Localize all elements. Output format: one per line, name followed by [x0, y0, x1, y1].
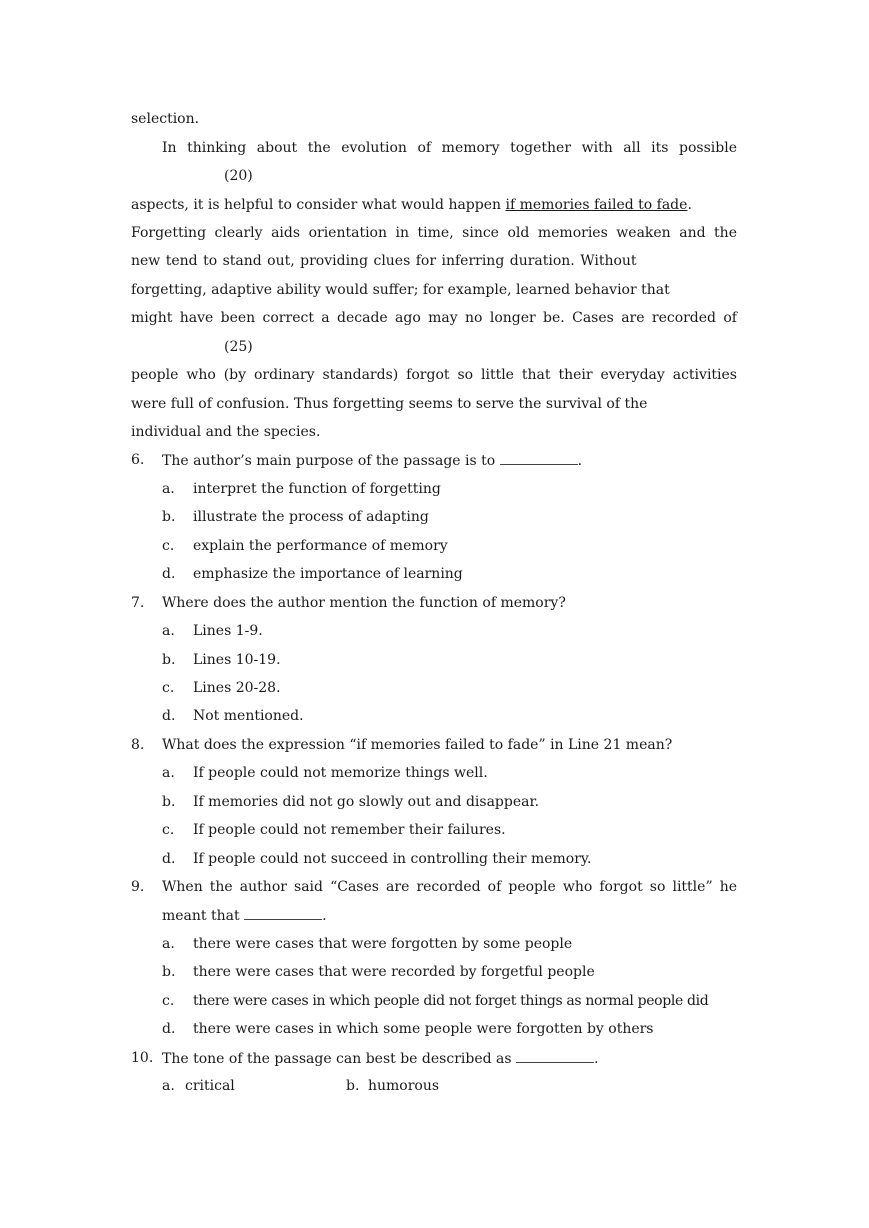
option-text: Not mentioned. — [193, 708, 304, 724]
question-text: . — [594, 1051, 599, 1067]
option-text: there were cases in which some people were forgotten by others — [193, 1021, 654, 1037]
passage-line: forgetting, adaptive ability would suffer; for example, learned behavior that — [131, 282, 670, 298]
question-text: . — [322, 908, 327, 924]
option-letter: d. — [162, 708, 176, 724]
question-number: 9. — [131, 879, 145, 895]
option-letter: d. — [162, 1021, 176, 1037]
option-letter: b. — [162, 964, 176, 980]
option-text: If people could not remember their failures. — [193, 822, 506, 838]
option-letter: b. — [346, 1078, 360, 1094]
passage-line: people who (by ordinary standards) forgot so little that their everyday activities — [131, 367, 737, 383]
option-letter: a. — [162, 623, 175, 639]
option-text: If people could not succeed in controlling their memory. — [193, 851, 592, 867]
passage-text: aspects, it is helpful to consider what would happen — [131, 197, 506, 213]
option-text: Lines 1-9. — [193, 623, 263, 639]
passage-line: were full of confusion. Thus forgetting seems to serve the survival of the — [131, 396, 648, 412]
option-text: emphasize the importance of learning — [193, 566, 463, 582]
underlined-phrase: if memories failed to fade — [505, 197, 688, 213]
passage-line: might have been correct a decade ago may no longer be. Cases are recorded of — [131, 310, 737, 326]
option-letter: a. — [162, 481, 175, 497]
question-number: 7. — [131, 595, 145, 611]
option-letter: b. — [162, 509, 176, 525]
question-number: 8. — [131, 737, 145, 753]
option-letter: c. — [162, 538, 175, 554]
option-text: explain the performance of memory — [193, 538, 448, 554]
option-letter: a. — [162, 936, 175, 952]
option-text: there were cases in which people did not forget things as normal people did — [193, 993, 709, 1009]
question-stem — [162, 905, 327, 925]
question-stem: When the author said “Cases are recorded of people who forgot so little” he — [162, 879, 737, 895]
option-letter: a. — [162, 765, 175, 781]
option-text: critical — [185, 1078, 235, 1094]
answer-blank[interactable] — [500, 450, 578, 465]
question-text: meant that — [162, 908, 240, 924]
option-text: Lines 20-28. — [193, 680, 281, 696]
passage-line: In thinking about the evolution of memory together with all its possible — [162, 140, 737, 156]
passage-line: Forgetting clearly aids orientation in time, since old memories weaken and the — [131, 225, 737, 241]
option-letter: b. — [162, 794, 176, 810]
option-text: If people could not memorize things well. — [193, 765, 488, 781]
option-text: If memories did not go slowly out and disappear. — [193, 794, 540, 810]
option-text: Lines 10-19. — [193, 652, 281, 668]
question-text: The author’s main purpose of the passage is to — [162, 453, 496, 469]
question-stem — [162, 450, 582, 470]
option-text: illustrate the process of adapting — [193, 509, 429, 525]
answer-blank[interactable] — [516, 1048, 594, 1063]
option-letter: a. — [162, 1078, 175, 1094]
passage-line: new tend to stand out, providing clues for inferring duration. Without — [131, 253, 637, 269]
passage-line: selection. — [131, 111, 200, 127]
line-number: (25) — [224, 339, 253, 355]
answer-blank[interactable] — [244, 905, 322, 920]
question-stem — [162, 1048, 598, 1068]
option-text: there were cases that were recorded by forgetful people — [193, 964, 595, 980]
option-letter: d. — [162, 566, 176, 582]
passage-text: . — [687, 197, 692, 213]
option-letter: c. — [162, 680, 175, 696]
question-text: . — [577, 453, 583, 469]
option-text: humorous — [368, 1078, 440, 1094]
option-text: there were cases that were forgotten by some people — [193, 936, 573, 952]
passage-line — [131, 195, 692, 215]
question-number: 10. — [131, 1050, 154, 1066]
question-number: 6. — [131, 452, 145, 468]
option-letter: b. — [162, 652, 176, 668]
question-text: The tone of the passage can best be described as — [162, 1051, 512, 1067]
passage-line: individual and the species. — [131, 424, 321, 440]
question-stem: Where does the author mention the function of memory? — [162, 595, 566, 611]
question-stem: What does the expression “if memories failed to fade” in Line 21 mean? — [162, 737, 673, 753]
option-letter: c. — [162, 993, 175, 1009]
option-letter: d. — [162, 851, 176, 867]
line-number: (20) — [224, 168, 253, 184]
option-text: interpret the function of forgetting — [193, 481, 441, 497]
option-letter: c. — [162, 822, 175, 838]
